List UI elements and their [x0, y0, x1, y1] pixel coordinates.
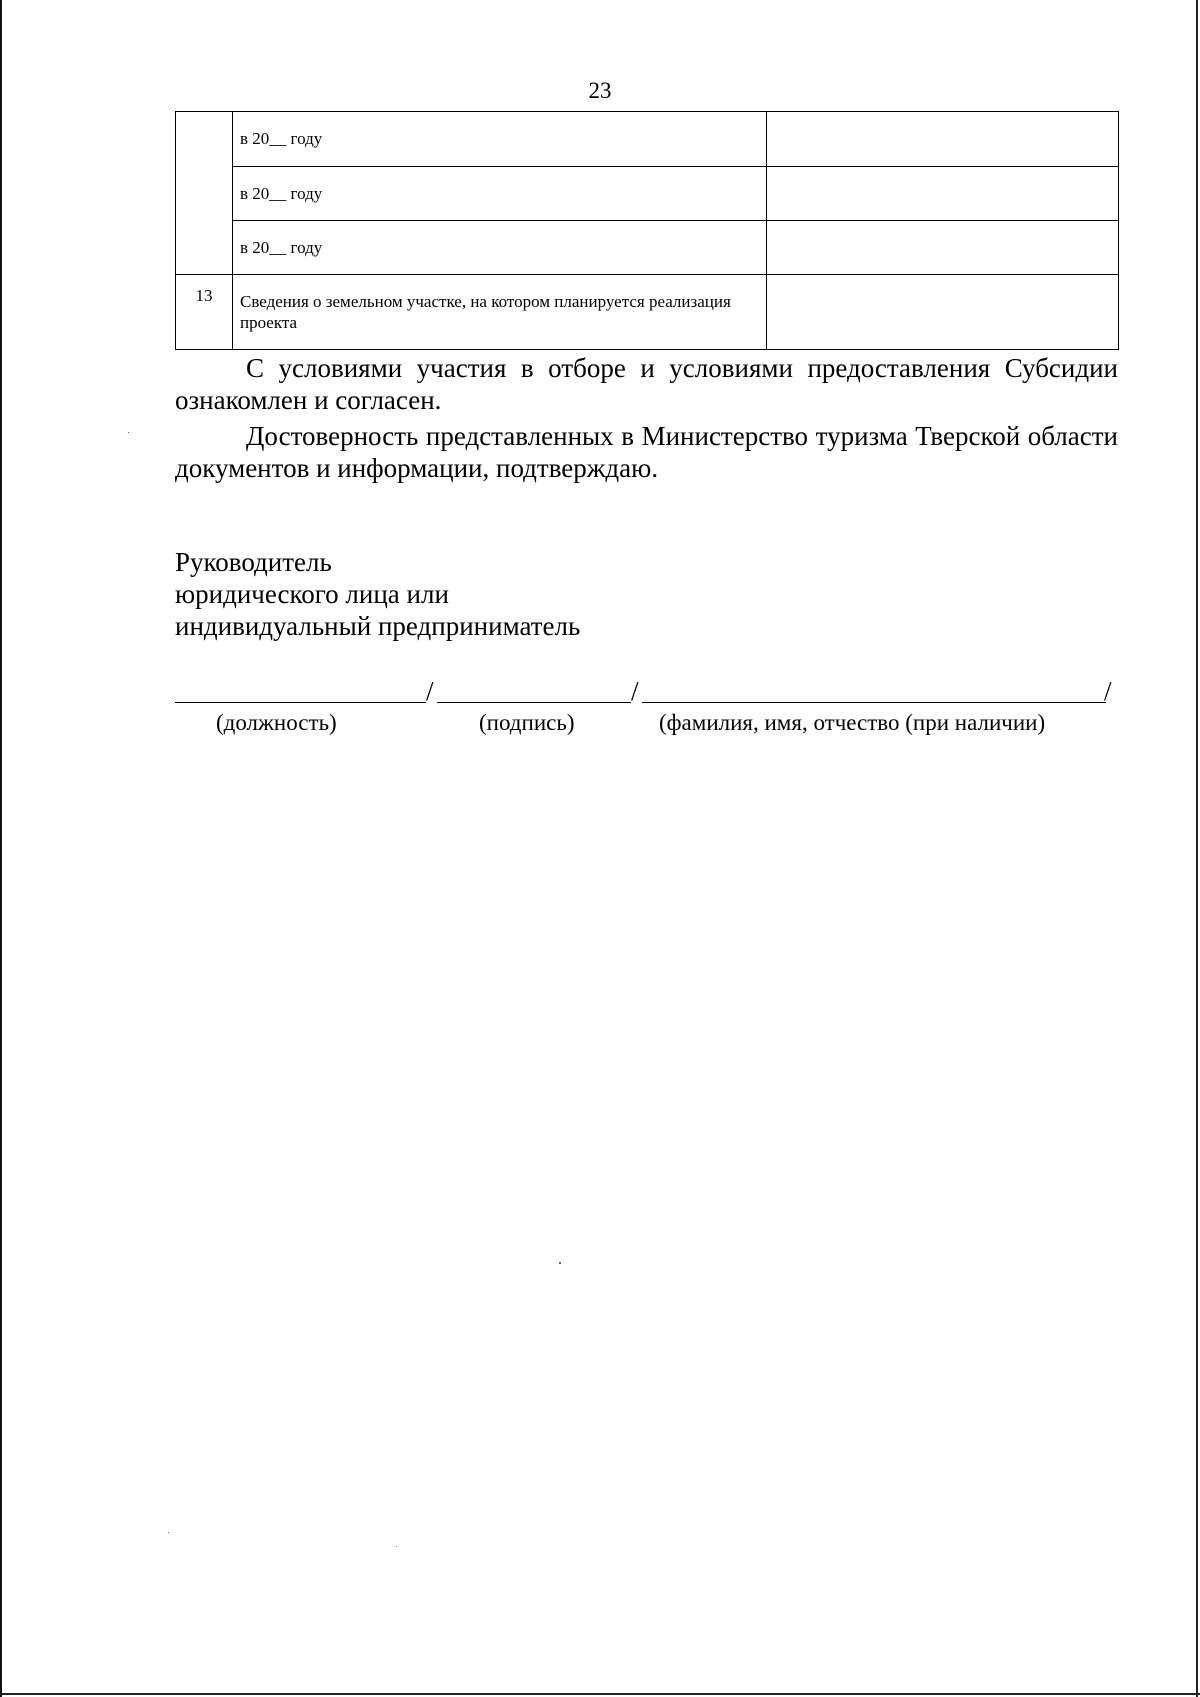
table-row — [176, 166, 1119, 220]
table-row — [176, 112, 1119, 167]
row-number-cell — [176, 166, 233, 220]
row-value-cell[interactable] — [767, 112, 1119, 167]
application-table — [175, 111, 1119, 350]
row-label-cell: в 20__ году — [233, 166, 767, 220]
position-blank-line[interactable] — [175, 702, 426, 703]
scan-edge-bottom — [0, 1693, 1200, 1695]
row-value-cell[interactable] — [767, 166, 1119, 220]
row-number-cell — [176, 112, 233, 167]
signature-separator: / — [1104, 676, 1112, 706]
signature-separator: / — [631, 676, 639, 706]
row-label-cell: Сведения о земельном участке, на котором планируется реализация проекта — [233, 275, 767, 350]
table-row — [176, 275, 1119, 350]
scan-speck — [128, 432, 129, 433]
row-value-cell[interactable] — [767, 220, 1119, 275]
name-blank-line[interactable] — [642, 702, 1106, 703]
confirmation-paragraph: Достоверность представленных в Министерство туризма Тверской области документов и информации, подтверждаю. — [175, 421, 1118, 483]
scan-edge-left — [0, 0, 2, 1697]
consent-paragraph: С условиями участия в отборе и условиями предоставления Субсидии ознакомлен и согласен. — [175, 353, 1118, 415]
row-value-cell[interactable] — [767, 275, 1119, 350]
row-label-cell: в 20__ году — [233, 220, 767, 275]
signer-title-line: индивидуальный предприниматель — [175, 611, 581, 641]
scan-speck — [396, 1546, 397, 1547]
signer-title-line: Руководитель — [175, 547, 332, 577]
signature-blank-line[interactable] — [437, 702, 631, 703]
row-number-cell — [176, 220, 233, 275]
signature-separator: / — [426, 676, 434, 706]
scan-edge-right — [1196, 0, 1198, 1697]
position-caption: (должность) — [216, 710, 337, 735]
name-caption: (фамилия, имя, отчество (при наличии) — [659, 710, 1046, 735]
scan-speck — [168, 1532, 169, 1533]
row-number-cell: 13 — [176, 275, 233, 350]
signer-block — [175, 546, 580, 642]
row-label-cell: в 20__ году — [233, 112, 767, 167]
signer-title-line: юридического лица или — [175, 579, 449, 609]
scan-speck — [559, 1262, 561, 1264]
signature-caption: (подпись) — [479, 710, 575, 735]
table-row — [176, 220, 1119, 275]
page-number: 23 — [588, 78, 612, 103]
